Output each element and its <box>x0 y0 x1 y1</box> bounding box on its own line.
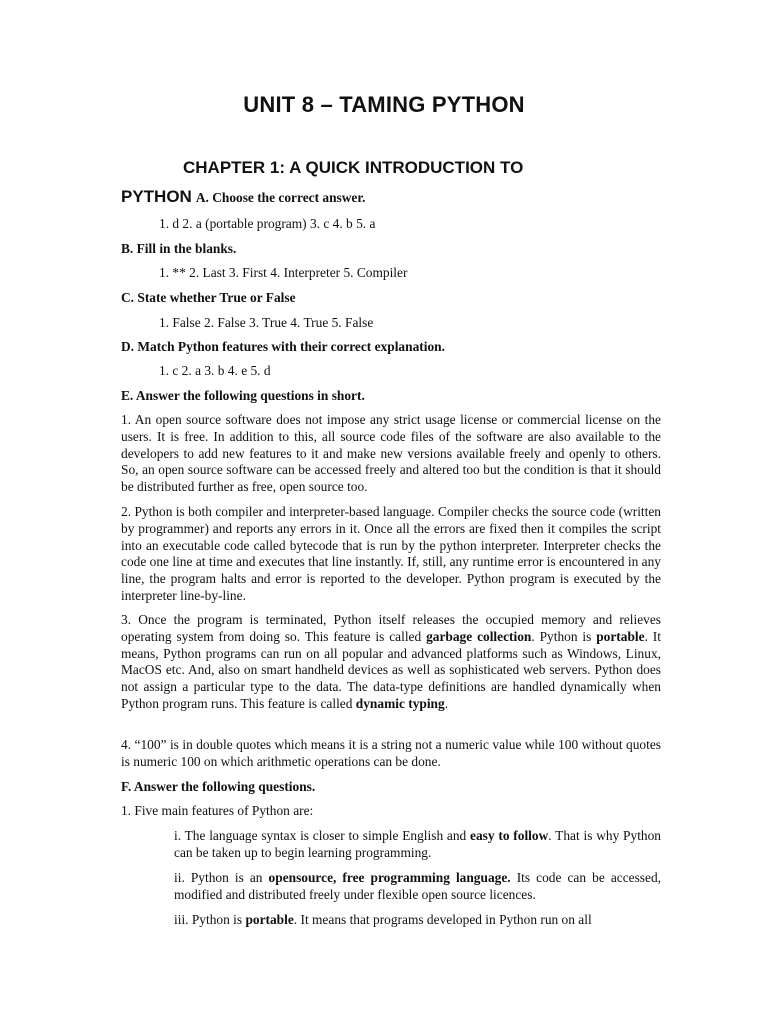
answer-3-text-3: . It means, Python programs can run on all popular and advanced platforms such as Windows, Linux, MacOS etc. And, also on smart handheld devices as well as sophisticated web servers. Python does not assign a particular type to the data. The data-type definitions are handled dynamically when Python program runs. This feature is called <box>121 628 661 711</box>
answer-3-text-2: . Python is <box>531 628 597 644</box>
section-f-question-1: 1. Five main features of Python are: <box>121 803 314 818</box>
term-dynamic-typing: dynamic typing <box>355 695 445 711</box>
section-a-answers: 1. d 2. a (portable program) 3. c 4. b 5. a <box>159 216 376 231</box>
section-d-answers: 1. c 2. a 3. b 4. e 5. d <box>159 363 271 378</box>
feature-ii-text-2: Its code can be accessed, modified and distributed freely under flexible open source licences. <box>174 870 662 902</box>
term-opensource: opensource, free programming language. <box>268 870 511 885</box>
answer-3-text-1: 3. Once the program is terminated, Python itself releases the occupied memory and relieves operating system from doing so. This feature is called <box>121 612 661 644</box>
feature-i <box>174 828 661 862</box>
section-c-answers: 1. False 2. False 3. True 4. True 5. False <box>159 315 374 330</box>
section-f-heading: F. Answer the following questions. <box>121 779 316 794</box>
section-e-answer-2: 2. Python is both compiler and interpreter-based language. Compiler checks the source code (written by programmer) and reports any errors in it. Once all the errors are fixed then it compiles the script into an executable code called bytecode that is run by the python interpreter. Interpreter checks the code one line at time and executes that line instantly. If, still, any runtime error is encountered in any line, the program halts and error is reported to the developer. Python program is executed by the interpreter line-by-line. <box>121 504 661 603</box>
section-c-heading: C. State whether True or False <box>121 290 296 305</box>
section-b-answers: 1. ** 2. Last 3. First 4. Interpreter 5. Compiler <box>159 265 408 280</box>
feature-i-text-1: i. The language syntax is closer to simple English and <box>174 828 471 843</box>
section-a-heading: A. Choose the correct answer. <box>195 190 366 205</box>
term-easy-to-follow: easy to follow <box>470 828 549 843</box>
feature-iii-text-1: iii. Python is <box>174 912 246 927</box>
section-e-answer-3 <box>121 612 661 713</box>
section-b-heading: B. Fill in the blanks. <box>121 241 237 256</box>
term-garbage-collection: garbage collection <box>426 628 532 644</box>
chapter-title-python: PYTHON <box>121 187 192 206</box>
feature-iii <box>174 912 661 929</box>
term-portable: portable <box>596 628 645 644</box>
feature-iii-text-2: . It means that programs developed in Python run on all <box>293 912 592 927</box>
term-portable-feature: portable <box>245 912 294 927</box>
unit-title: UNIT 8 – TAMING PYTHON <box>243 92 525 117</box>
feature-i-text-2: . That is why Python can be taken up to begin learning programming. <box>174 828 661 860</box>
feature-ii-text-1: ii. Python is an <box>174 870 269 885</box>
chapter-title-continued <box>121 187 365 207</box>
section-e-heading: E. Answer the following questions in short. <box>121 388 365 403</box>
section-e-answer-4: 4. “100” is in double quotes which means it is a string not a numeric value while 100 without quotes is numeric 100 on which arithmetic operations can be done. <box>121 737 661 769</box>
section-d-heading: D. Match Python features with their correct explanation. <box>121 339 445 354</box>
feature-ii <box>174 870 661 904</box>
chapter-title: CHAPTER 1: A QUICK INTRODUCTION TO <box>183 158 524 177</box>
answer-3-text-4: . <box>444 695 449 711</box>
section-e-answer-1: 1. An open source software does not impose any strict usage license or commercial license on the users. It is free. In addition to this, all source code files of the software are also available to the developers to add new features to it and make new versions available freely and openly to others. So, an open source software can be accessed freely and altered too but the condition is that it should be distributed further as free, open source too. <box>121 412 661 495</box>
